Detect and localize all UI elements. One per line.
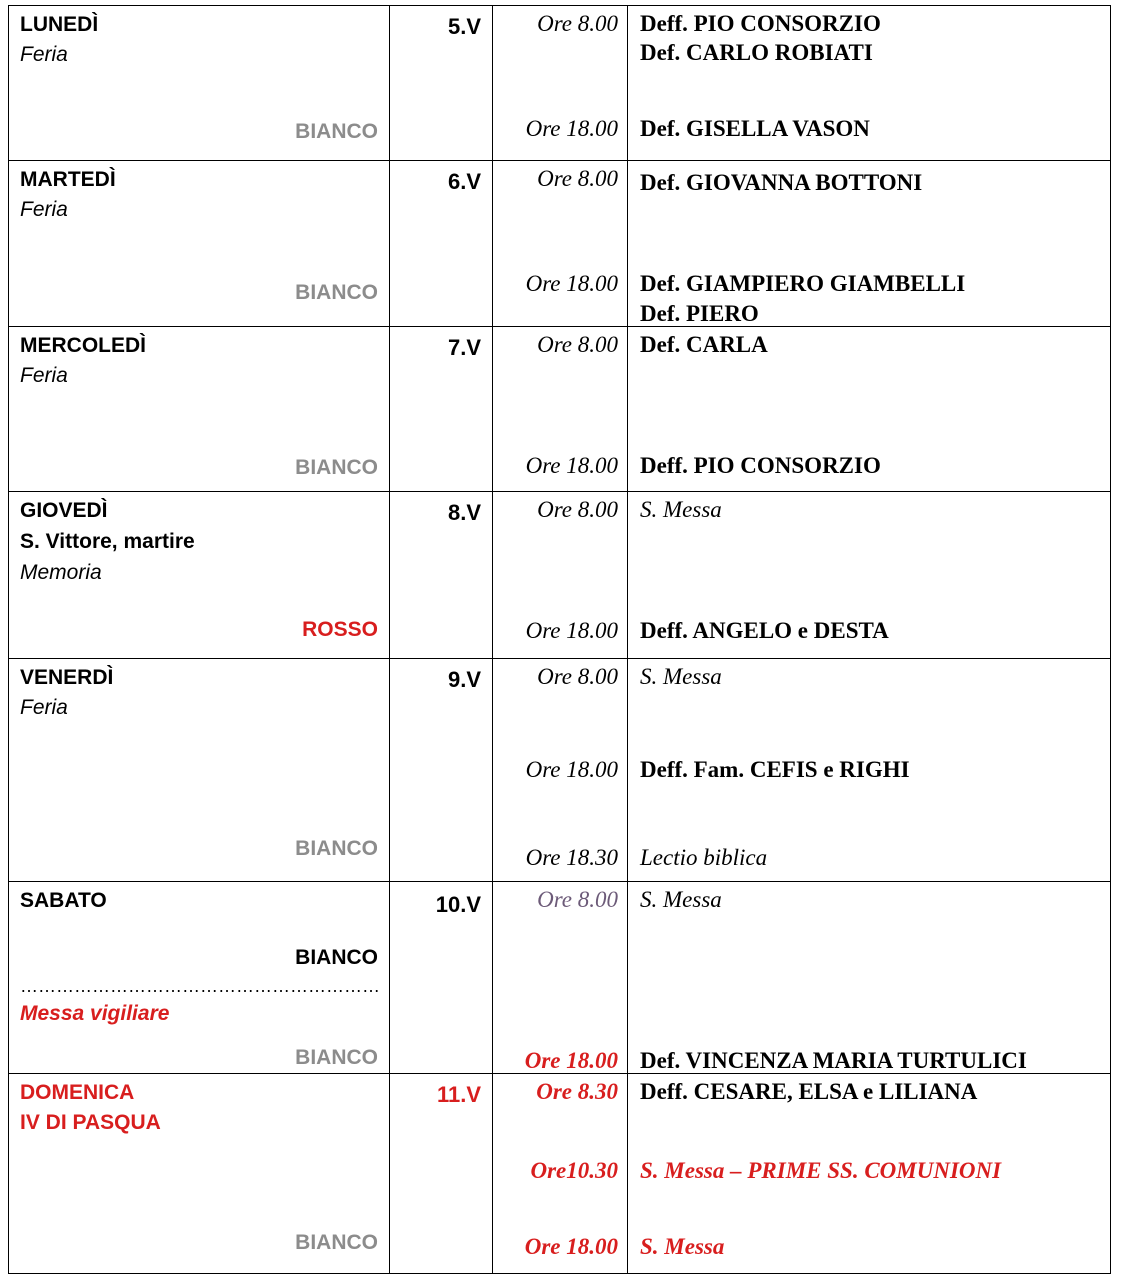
- date-label: 9.V: [447, 667, 481, 692]
- day-name: LUNEDÌ: [20, 13, 99, 36]
- day-subtitle: IV DI PASQUA: [20, 1111, 161, 1134]
- mass-time: Ore 18.00: [525, 453, 618, 478]
- mass-intention: Deff. CESARE, ELSA e LILIANA: [640, 1079, 978, 1104]
- liturgical-color: BIANCO: [295, 456, 378, 479]
- day-subtitle: Feria: [20, 696, 68, 719]
- dotted-separator: ……………………………………………………: [20, 976, 380, 996]
- mass-intention: S. Messa: [640, 664, 722, 689]
- table-row: [8, 1073, 1111, 1274]
- table-row: [8, 5, 1111, 161]
- mass-time: Ore 18.00: [524, 1048, 618, 1073]
- mass-intention: S. Messa – PRIME SS. COMUNIONI: [640, 1158, 1002, 1183]
- mass-intention: S. Messa: [640, 1234, 725, 1259]
- day-subtitle: Feria: [20, 198, 68, 221]
- mass-time: Ore 8.00: [537, 166, 618, 191]
- date-label: 7.V: [447, 335, 481, 360]
- mass-time: Ore 8.00: [537, 11, 618, 36]
- liturgical-color: BIANCO: [295, 837, 378, 860]
- mass-intention: Def. VINCENZA MARIA TURTULICI: [640, 1048, 1027, 1073]
- day-name: DOMENICA: [20, 1081, 135, 1104]
- mass-intention: Deff. ANGELO e DESTA: [640, 618, 889, 643]
- date-label: 10.V: [435, 892, 481, 917]
- table-row: [8, 160, 1111, 327]
- mass-time: Ore 8.00: [537, 664, 618, 689]
- mass-time: Ore 18.00: [524, 1234, 618, 1259]
- date-label: 8.V: [447, 500, 481, 525]
- mass-time: Ore 8.00: [537, 497, 618, 522]
- liturgical-color: BIANCO: [295, 1046, 378, 1069]
- mass-intention: Lectio biblica: [640, 845, 768, 870]
- mass-time: Ore 8.00: [537, 332, 618, 357]
- mass-intention: Def. PIERO: [640, 301, 759, 326]
- mass-intention: Deff. PIO CONSORZIO: [640, 453, 881, 478]
- mass-time: Ore 8.30: [536, 1079, 618, 1104]
- mass-time: Ore 18.00: [525, 116, 618, 141]
- mass-time: Ore10.30: [530, 1158, 618, 1183]
- mass-intention: Def. GISELLA VASON: [640, 116, 870, 141]
- table-row: [8, 658, 1111, 882]
- mass-time: Ore 18.00: [525, 757, 618, 782]
- liturgical-color: BIANCO: [295, 946, 378, 969]
- day-name: SABATO: [20, 889, 107, 912]
- mass-time: Ore 18.30: [525, 845, 618, 870]
- liturgical-color: BIANCO: [295, 120, 378, 143]
- date-label: 11.V: [436, 1082, 481, 1107]
- date-label: 6.V: [447, 169, 481, 194]
- table-row: [8, 326, 1111, 492]
- mass-intention: S. Messa: [640, 887, 722, 912]
- table-row: [8, 881, 1111, 1074]
- mass-time: Ore 18.00: [525, 618, 618, 643]
- liturgical-color: BIANCO: [295, 1231, 378, 1254]
- mass-time: Ore 8.00: [537, 887, 618, 912]
- date-label: 5.V: [447, 14, 481, 39]
- day-subtitle: Feria: [20, 364, 68, 387]
- mass-intention: Def. CARLO ROBIATI: [640, 40, 873, 65]
- day-subtitle: Feria: [20, 43, 68, 66]
- mass-intention: S. Messa: [640, 497, 722, 522]
- mass-time: Ore 18.00: [525, 271, 618, 296]
- table-row: [8, 491, 1111, 659]
- mass-intention: Deff. PIO CONSORZIO: [640, 11, 881, 36]
- day-name: MERCOLEDÌ: [20, 334, 146, 357]
- mass-intention: Deff. Fam. CEFIS e RIGHI: [640, 757, 910, 782]
- vigil-label: Messa vigiliare: [20, 1002, 170, 1025]
- saint-name: S. Vittore, martire: [20, 530, 195, 553]
- mass-intention: Def. CARLA: [640, 332, 768, 357]
- liturgical-color: ROSSO: [302, 618, 378, 641]
- mass-intention: Def. GIOVANNA BOTTONI: [640, 170, 923, 195]
- mass-intention: Def. GIAMPIERO GIAMBELLI: [640, 271, 966, 296]
- liturgical-color: BIANCO: [295, 281, 378, 304]
- day-name: VENERDÌ: [20, 666, 114, 689]
- day-subtitle: Memoria: [20, 561, 102, 584]
- day-name: GIOVEDÌ: [20, 499, 108, 522]
- day-name: MARTEDÌ: [20, 168, 116, 191]
